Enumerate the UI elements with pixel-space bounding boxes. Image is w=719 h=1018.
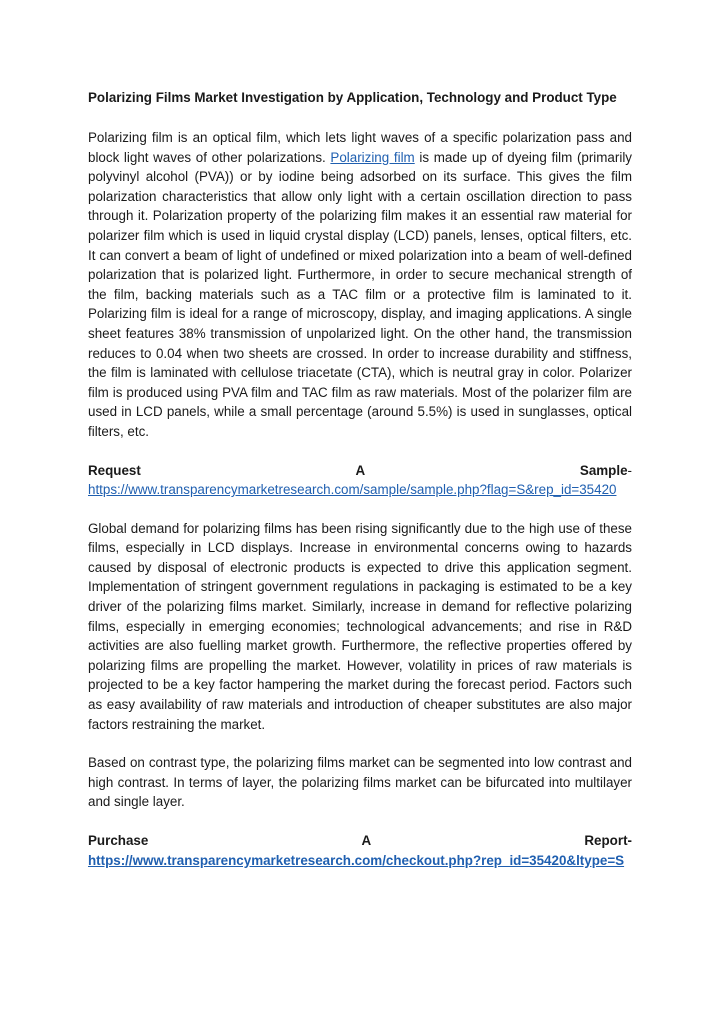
- intro-text-after: is made up of dyeing film (primarily polyvinyl alcohol (PVA)) or by iodine being adsorbed on its surface. This gives the film polarization characteristics that allow only light with a certain oscillation direction to pass through it. Polarization property of the polarizing film makes it an essential raw material for polarizer film which is used in liquid crystal display (LCD) panels, lenses, optical filters, etc. It can convert a beam of light of undefined or mixed polarization into a beam of well-defined polarization that is polarized light. Furthermore, in order to secure mechanical strength of the film, backing materials such as a TAC film or a protective film is laminated to it. Polarizing film is ideal for a range of microscopy, display, and imaging applications. A single sheet features 38% transmission of unpolarized light. On the other hand, the transmission reduces to 0.04 when two sheets are crossed. In order to increase durability and stiffness, the film is laminated with cellulose triacetate (CTA), which is neutral gray in color. Polarizer film is produced using PVA film and TAC film as raw materials. Most of the polarizer film are used in LCD panels, while a small percentage (around 5.5%) is used in sunglasses, optical filters, etc.: [88, 149, 632, 439]
- report-word: Report-: [584, 833, 632, 848]
- purchase-word: Purchase: [88, 833, 149, 848]
- purchase-report-block: [88, 831, 632, 870]
- segmentation-paragraph: Based on contrast type, the polarizing films market can be segmented into low contrast and high contrast. In terms of layer, the polarizing films market can be bifurcated into multilayer and single layer.: [88, 755, 632, 810]
- sample-word: [580, 461, 632, 481]
- sample-dash: -: [627, 462, 632, 478]
- a-word: A: [355, 462, 366, 478]
- demand-paragraph: Global demand for polarizing films has been rising significantly due to the high use of these films, especially in LCD displays. Increase in environmental concerns owing to hazards caused by disposal of electronic products is expected to drive this application segment. Implementation of stringent government regulations in packaging is estimated to be a key driver of the polarizing films market. Similarly, increase in demand for reflective polarizing films, especially in emerging economies; technological advancements; and rise in R&D activities are also fuelling market growth. Furthermore, the reflective properties offered by polarizing films are propelling the market. However, volatility in prices of raw materials is projected to be a key factor hampering the market during the forecast period. Factors such as easy availability of raw materials and introduction of cheaper substitutes are also major factors restraining the market.: [88, 520, 632, 732]
- purchase-report-label: [88, 831, 632, 851]
- purchase-url-link[interactable]: https://www.transparencymarketresearch.com/checkout.php?rep_id=35420&ltype=S: [88, 852, 625, 868]
- a-word-2: A: [361, 833, 372, 848]
- request-sample-label: [88, 461, 632, 481]
- sample-url-link[interactable]: https://www.transparencymarketresearch.com/sample/sample.php?flag=S&rep_id=35420: [88, 482, 617, 498]
- request-word: Request: [88, 462, 141, 478]
- intro-paragraph: [88, 128, 632, 442]
- sample-word-text: Sample: [579, 462, 628, 478]
- intro-text-before: Polarizing film is an optical film, which lets light waves of a specific polarization pass and block light waves of other polarizations.: [88, 130, 632, 165]
- document-title: Polarizing Films Market Investigation by Application, Technology and Product Type: [88, 90, 617, 105]
- polarizing-film-link[interactable]: Polarizing film: [330, 149, 415, 165]
- request-sample-block: [88, 461, 632, 500]
